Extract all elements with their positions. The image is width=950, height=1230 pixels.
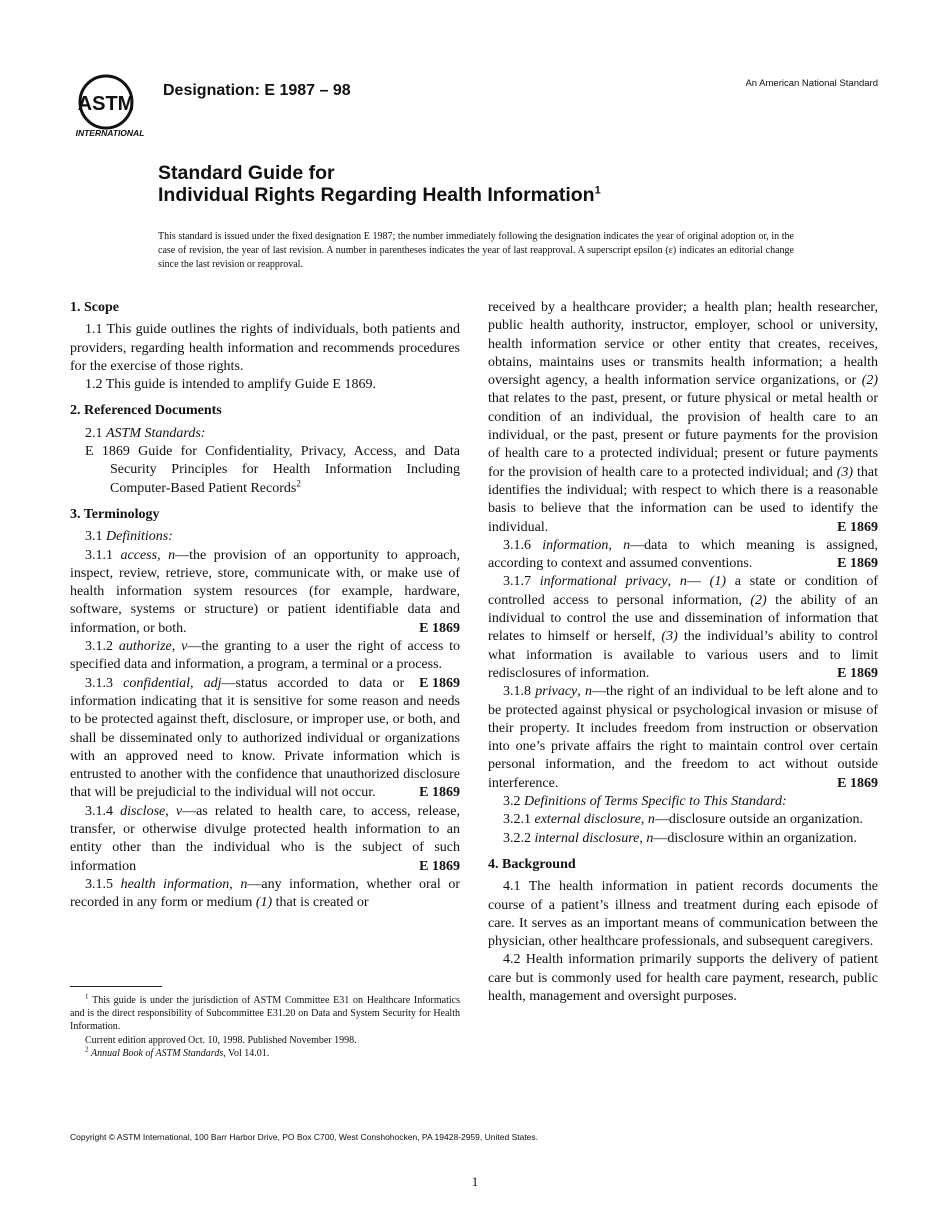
- definition-information: 3.1.6 information, n—data to which meaning is assigned, according to context and assumed conventions. E 1869: [488, 537, 878, 574]
- title-line-1: Standard Guide for: [158, 162, 335, 184]
- standard-tag: E 1869: [419, 675, 460, 691]
- standard-tag: E 1869: [837, 665, 878, 681]
- left-column: [70, 299, 460, 913]
- astm-logo: [70, 74, 150, 138]
- standard-tag: E 1869: [419, 785, 460, 801]
- definition-informational-privacy: 3.1.7 informational privacy, n— (1) a state or condition of controlled access to personal information, (2) the ability of an individual to control the use and dissemination of information that relates to himself or herself, (3) the individual’s ability to control what information is available to various users and to limit redisclosures of information. E 1869: [488, 573, 878, 683]
- section-heading-scope: 1. Scope: [70, 300, 119, 315]
- para-1-1: 1.1 This guide outlines the rights of individuals, both patients and providers, regarding health information and recommends procedures for the exercise of those rights.: [70, 322, 460, 374]
- footnote-1-edition: Current edition approved Oct. 10, 1998. Published November 1998.: [85, 1034, 357, 1046]
- logo-text: ASTM: [77, 93, 135, 115]
- footnote-1: $^1$ This guide is under the jurisdiction of ASTM Committee E31 on Healthcare Informatics and is the direct responsibility of Subcommittee E31.20 on Data and System Security for Health Information.: [70, 992, 460, 1033]
- definition-confidential: 3.1.3 confidential, adj—status accorded to data or information indicating that it is sensitive for some reason and needs to be protected against theft, disclosure, or improper use, or both, and shall be disseminated only to authorized individual or organizations with an approved need to know. Private information which is entrusted to another with the confidence that unauthorized disclosure that will be prejudicial to the individual will not occur. E 1869: [70, 675, 460, 803]
- footnote-divider: [70, 986, 162, 987]
- logo-subtext: INTERNATIONAL: [75, 128, 145, 138]
- para-3-1: 3.1 Definitions:: [85, 529, 173, 545]
- para-1-2: 1.2 This guide is intended to amplify Guide E 1869.: [85, 377, 376, 393]
- standard-tag: E 1869: [419, 620, 460, 636]
- designation: Designation: E 1987 – 98: [163, 82, 351, 99]
- page-number: 1: [471, 1174, 479, 1189]
- issued-note: This standard is issued under the fixed designation E 1987; the number immediately following the designation indicates the year of original adoption or, in the case of revision, the year of last revision. A number in parentheses indicates the year of last reapproval. A superscript epsilon (ε) indicates an editorial change since the last revision or reapproval.: [158, 231, 794, 270]
- para-4-2: 4.2 Health information primarily supports the delivery of patient care but is commonly used for health care payment, research, public health, management and oversight purposes.: [488, 952, 878, 1004]
- section-heading-refdocs: 2. Referenced Documents: [70, 403, 222, 419]
- national-standard-label: An American National Standard: [745, 78, 878, 89]
- title-footnote-mark: 1: [594, 184, 601, 197]
- section-heading-background: 4. Background: [488, 856, 576, 872]
- standard-tag: E 1869: [419, 858, 460, 874]
- definition-authorize: 3.1.2 authorize, v—the granting to a user the right of access to specified data and information, a program, a terminal or a process. E 1869: [70, 638, 460, 675]
- footnotes: [70, 994, 460, 1060]
- standard-tag: E 1869: [837, 519, 878, 535]
- reference-e1869: E 1869 Guide for Confidentiality, Privacy, Access, and Data Security Principles for Health Information Including Computer-Based Patient Records$^2$: [85, 444, 460, 496]
- standard-tag: E 1869: [837, 556, 878, 572]
- footnote-2: $^2$ Annual Book of ASTM Standards, Vol 14.01.: [85, 1045, 270, 1059]
- definition-disclose: 3.1.4 disclose, v—as related to health care, to access, release, transfer, or otherwise divulge protected health information to an entity other than the individual who is the subject of such information E 1869: [70, 803, 460, 876]
- copyright-notice: Copyright © ASTM International, 100 Barr Harbor Drive, PO Box C700, West Conshohocken, PA 19428-2959, United States.: [70, 1132, 539, 1142]
- para-3-2: 3.2 Definitions of Terms Specific to This Standard:: [503, 794, 787, 810]
- para-4-1: 4.1 The health information in patient records documents the course of a patient’s illness and treatment during each episode of care. It serves as an important means of communication between the physician, other healthcare professionals, and subsequent caregivers.: [488, 879, 878, 950]
- section-heading-terminology: 3. Terminology: [70, 506, 160, 522]
- definition-access: 3.1.1 access, n—the provision of an opportunity to approach, inspect, review, retrieve, store, communicate with, or make use of health information system resources (for example, hardware, software, systems or structure) or patient identifiable data and information, or both. E 1869: [70, 547, 460, 638]
- standard-tag: E 1869: [837, 775, 878, 791]
- para-2-1: 2.1 ASTM Standards:: [85, 425, 206, 441]
- right-column: [488, 299, 878, 1006]
- document-title: [158, 162, 601, 206]
- definition-health-information-part-2: received by a healthcare provider; a health plan; health researcher, public health authority, instructor, employer, school or university, health information service or other entity that creates, receives, obtains, maintains uses or transmits health information; a health oversight agency, a health information service organizations, or (2) that relates to the past, present, or future physical or metal health or condition of an individual, the provision of health care to an individual, or the past, present or future payments for the provision of health care to a protected individual; present or future payments for the provision of health care to a protected individual; and (3) that identifies the individual; with respect to which there is a reasonable basis to believe that the information can be used to identify the individual. E 1869: [488, 299, 878, 537]
- definition-internal-disclosure: 3.2.2 internal disclosure, n—disclosure within an organization.: [503, 830, 857, 846]
- definition-external-disclosure: 3.2.1 external disclosure, n—disclosure outside an organization.: [503, 812, 864, 828]
- definition-privacy: 3.1.8 privacy, n—the right of an individual to be left alone and to be protected against physical or psychological invasion or misuse of their property. It includes freedom from instruction or observation into one’s private affairs the right to maintain control over certain personal information, and the freedom to act without outside interference. E 1869: [488, 683, 878, 793]
- title-line-2: Individual Rights Regarding Health Information$^1$: [158, 184, 601, 206]
- definition-health-information-part-1: 3.1.5 health information, n—any information, whether oral or recorded in any form or medium (1) that is created or: [70, 876, 460, 911]
